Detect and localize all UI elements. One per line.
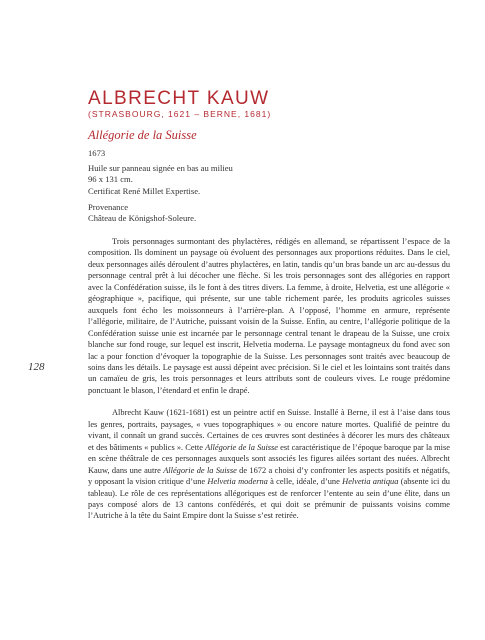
paragraph-text: à celle, idéale, d’une [267, 477, 343, 487]
artwork-year: 1673 [88, 148, 106, 158]
artwork-title: Allégorie de la Suisse [88, 128, 197, 142]
provenance-block [88, 202, 196, 223]
artwork-year-block [88, 148, 105, 159]
provenance-label: Provenance [88, 202, 129, 212]
artwork-medium-block [88, 163, 233, 184]
artist-bio: (STRASBOURG, 1621 – BERNE, 1681) [88, 109, 272, 119]
italic-term: Helvetia moderna [207, 477, 268, 487]
artist-name: ALBRECHT KAUW [88, 88, 270, 109]
paragraph-description: Trois personnages surmontant des phylactères, rédigés en allemand, se répartissent l’espace de la composition. Ils dominent un paysage où évoluent des personnages aux proportions réduites. Dans le ciel, deux personnages ailés déroulent d’autres phylactères, en latin, tandis qu’un bras bande un arc au-dessus du personnage central prêt à lui décocher une flèche. Si les trois personnages sont des allégories en rapport avec la Confédération suisse, ils le font à des titres divers. La femme, à droite, Helvetia, est une allégorie « géographique », pacifique, qui présente, sur une table richement parée, les produits agricoles suisses auxquels font écho les moissonneurs à l’arrière-plan. A l’opposé, l’homme en armure, représente l’allégorie, militaire, de l’Autriche, puissant voisin de la Suisse. Enfin, au centre, l’allégorie politique de la Confédération suisse unie est incarnée par le personnage central tenant le drapeau de la Suisse, une croix blanche sur fond rouge, sur lequel est inscrit, Helvetia moderna. Le paysage montagneux du fond avec son lac a pour fonction d’évoquer la topographie de la Suisse. Les personnages sont traités avec beaucoup de soins dans les détails. Le paysage est aussi dépeint avec précision. Si le ciel et les lointains sont traités dans un camaïeu de gris, les trois personnages et leurs attributs sont de couleurs vives. Le rouge prédomine ponctuant le blason, l’étendard et enfin le drapé. [88, 237, 450, 395]
paragraph-text: est caractéristique de l’époque baroque par la mise en scène théâtrale de ces personnages auxquels sont associés les figures ailées sortant des nuées. Albrecht Kauw, dans une autre [88, 442, 450, 475]
body-text [88, 236, 450, 533]
paragraph-artist [88, 407, 450, 522]
paragraph-text: (absente ici du tableau). Le rôle de ces représentations allégoriques est de renforcer l’entente au sein d’une élite, dans un pays composé alors de 13 cantons confédérés, et qui doit se prémunir de puissants voisins comme l’Autriche à la tête du Saint Empire dont la Suisse s’est retirée. [88, 477, 450, 521]
italic-term: Helvetia antiqua [342, 477, 399, 487]
certificate-block [88, 186, 200, 197]
italic-title: Allégorie de la Suisse [205, 442, 279, 452]
artwork-medium: Huile sur panneau signée en bas au milieu [88, 163, 233, 173]
page-number: 128 [28, 361, 45, 373]
certificate: Certificat René Millet Expertise. [88, 186, 201, 196]
artwork-dimensions: 96 x 131 cm. [88, 173, 133, 184]
paragraph-text: de 1672 a choisi d’y confronter les aspects positifs et négatifs, y opposant la vision critique d’une [88, 465, 450, 487]
italic-title: Allégorie de la Suisse [163, 465, 237, 475]
provenance-value: Château de Königshof-Soleure. [88, 212, 197, 223]
paragraph-text: Albrecht Kauw (1621-1681) est un peintre actif en Suisse. Installé à Berne, il est à l’aise dans tous les genres, portraits, paysages, « vues topographiques » ou encore nature mortes. Qualifié de peintre du vivant, il connaît un grand succès. Certaines de ces œuvres sont destinées à décorer les murs des châteaux et des bâtiments « publics ». Cette [88, 408, 450, 452]
